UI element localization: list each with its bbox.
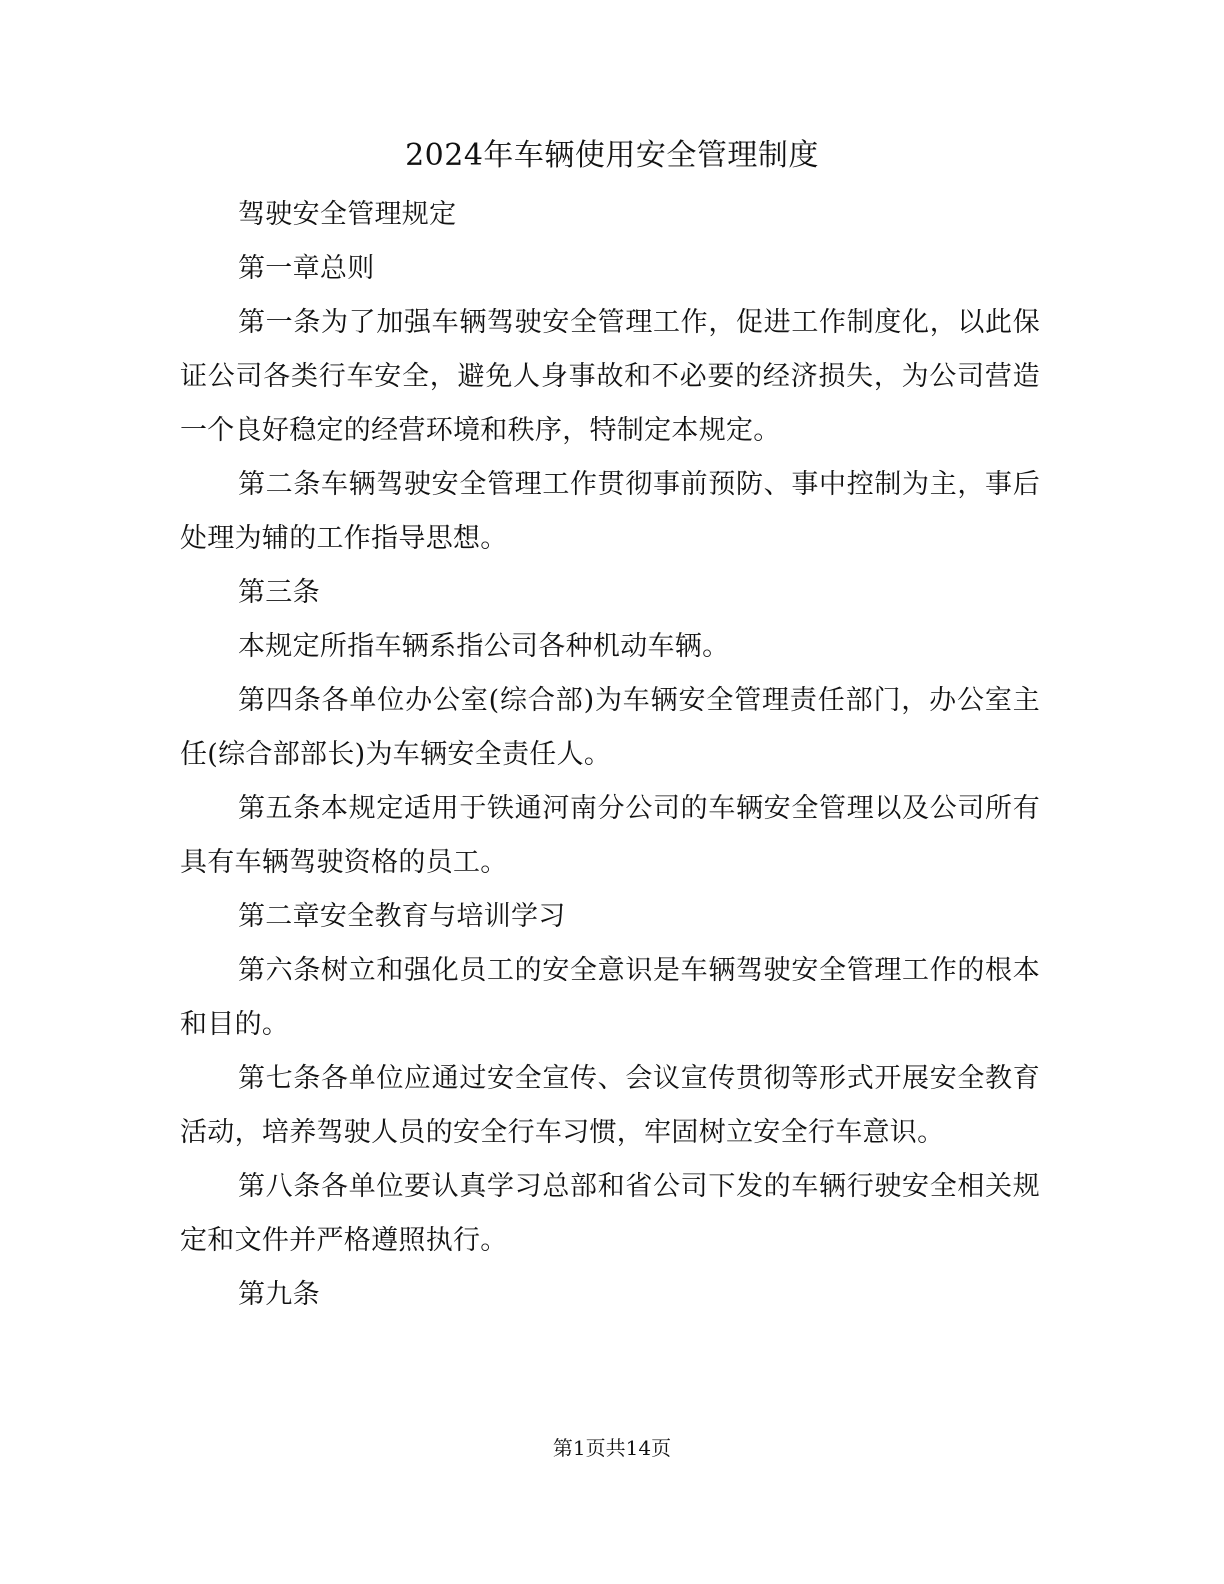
document-title: 2024年车辆使用安全管理制度 <box>405 138 819 173</box>
article-paragraph: 第二条车辆驾驶安全管理工作贯彻事前预防、事中控制为主，事后处理为辅的工作指导思想。 <box>180 469 1040 554</box>
article-paragraph: 第八条各单位要认真学习总部和省公司下发的车辆行驶安全相关规定和文件并严格遵照执行。 <box>180 1171 1040 1256</box>
document-body <box>180 188 1040 1322</box>
article-paragraph: 第七条各单位应通过安全宣传、会议宣传贯彻等形式开展安全教育活动，培养驾驶人员的安全行车习惯，牢固树立安全行车意识。 <box>180 1063 1040 1148</box>
section-heading: 驾驶安全管理规定 <box>238 199 457 230</box>
article-heading: 第三条 <box>238 577 320 608</box>
article-paragraph: 第六条树立和强化员工的安全意识是车辆驾驶安全管理工作的根本和目的。 <box>180 955 1040 1040</box>
article-paragraph: 本规定所指车辆系指公司各种机动车辆。 <box>238 631 730 662</box>
article-heading: 第九条 <box>238 1279 320 1310</box>
chapter-heading: 第二章安全教育与培训学习 <box>238 901 566 932</box>
article-paragraph: 第五条本规定适用于铁通河南分公司的车辆安全管理以及公司所有具有车辆驾驶资格的员工。 <box>180 793 1040 878</box>
article-paragraph: 第四条各单位办公室(综合部)为车辆安全管理责任部门，办公室主任(综合部部长)为车辆安全责任人。 <box>180 685 1040 770</box>
article-paragraph: 第一条为了加强车辆驾驶安全管理工作，促进工作制度化，以此保证公司各类行车安全，避免人身事故和不必要的经济损失，为公司营造一个良好稳定的经营环境和秩序，特制定本规定。 <box>180 307 1040 446</box>
page-number-footer: 第1页共14页 <box>552 1436 672 1460</box>
chapter-heading: 第一章总则 <box>238 253 375 284</box>
